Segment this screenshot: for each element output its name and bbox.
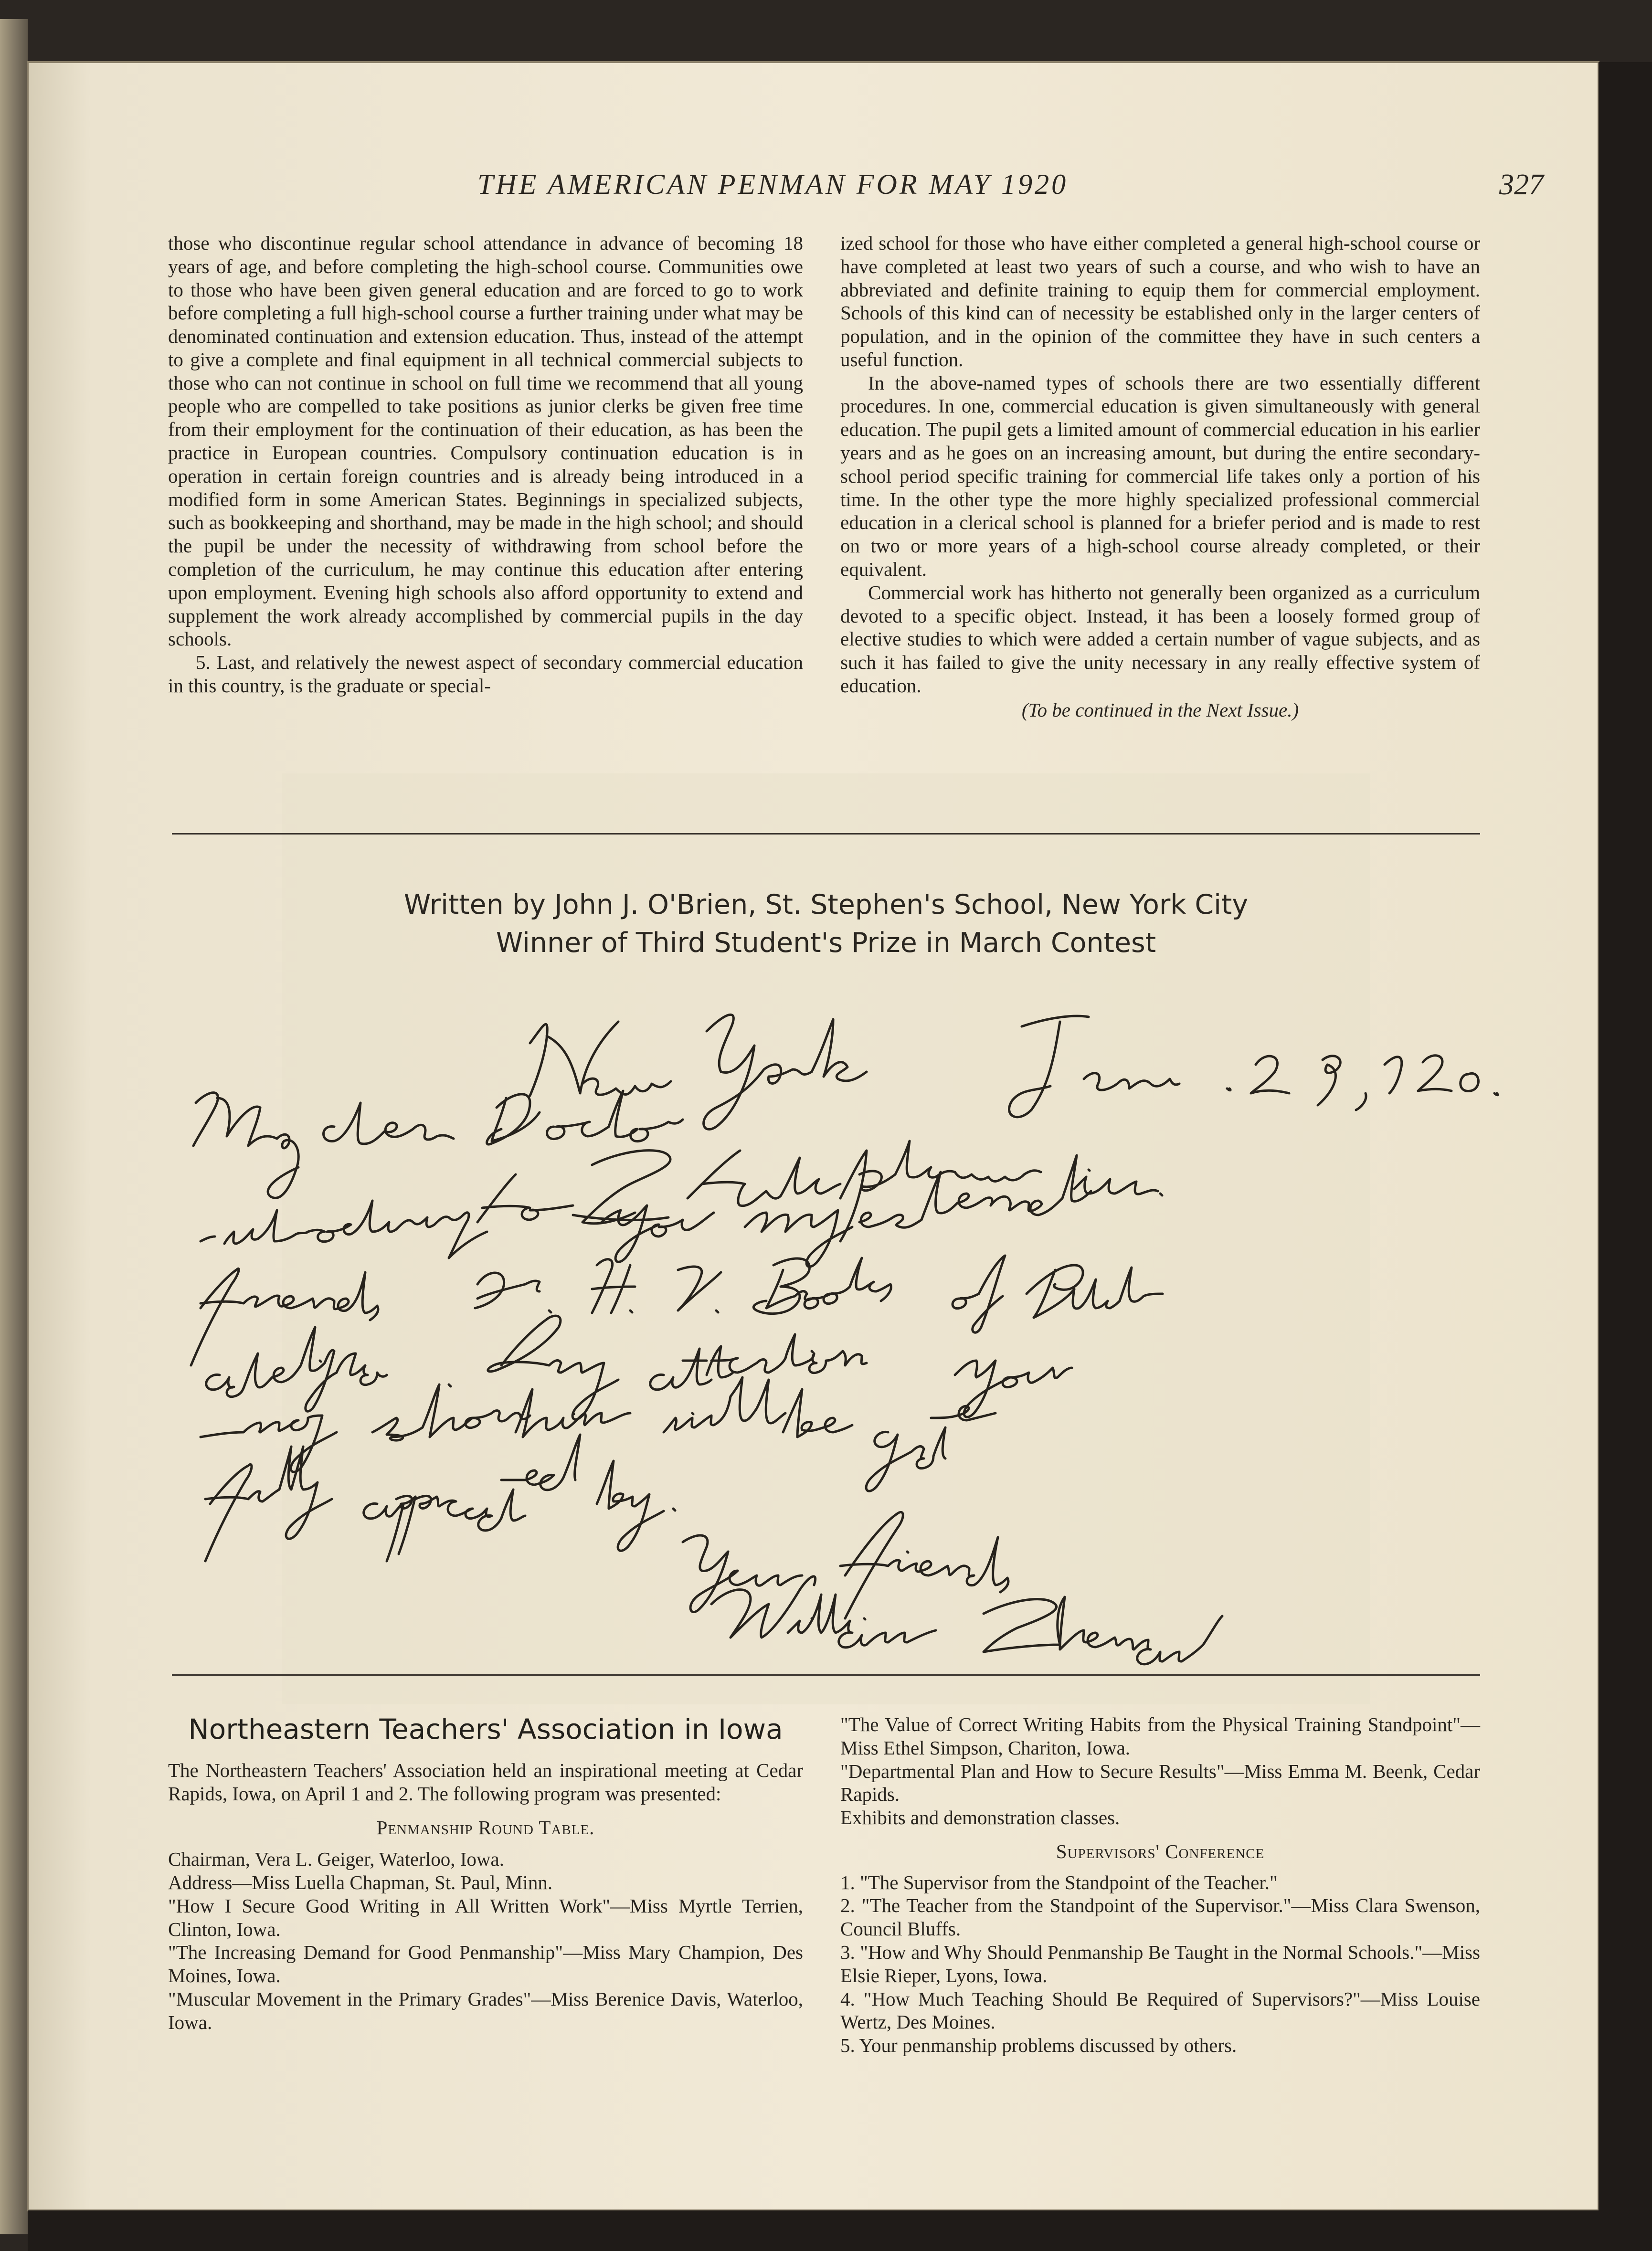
- association-column-left: [168, 1713, 803, 2034]
- program-item: Chairman, Vera L. Geiger, Waterloo, Iowa.: [168, 1848, 504, 1871]
- conference-item: 4. "How Much Teaching Should Be Required of Supervisors?"—Miss Louise Wertz, Des Moines.: [840, 1987, 1480, 2033]
- page-header: [0, 168, 1652, 216]
- association-intro: The Northeastern Teachers' Association held an inspirational meeting at Cedar Rapids, Iowa, on April 1 and 2. The following program was presented:: [168, 1759, 803, 1805]
- article-paragraph: 5. Last, and relatively the newest aspect of secondary commercial education in this country, is the graduate or special-: [168, 651, 803, 697]
- specimen-credit-line-2: Winner of Third Student's Prize in March Contest: [496, 927, 1156, 959]
- conference-heading: Supervisors' Conference: [1056, 1840, 1265, 1862]
- program-item: "The Value of Correct Writing Habits from the Physical Training Standpoint"—Miss Ethel Simpson, Chariton, Iowa.: [840, 1713, 1480, 1759]
- association-column-right: [840, 1713, 1480, 2057]
- specimen-credit-line-1: Written by John J. O'Brien, St. Stephen's School, New York City: [403, 889, 1249, 920]
- section-divider-rule: [172, 833, 1480, 835]
- running-title: THE AMERICAN PENMAN FOR MAY 1920: [477, 169, 1069, 200]
- conference-item: 3. "How and Why Should Penmanship Be Taught in the Normal Schools."—Miss Elsie Rieper, Lyons, Iowa.: [840, 1941, 1480, 1987]
- article-paragraph: Commercial work has hitherto not generally been organized as a curriculum devoted to a specific object. Instead, it has been a loosely formed group of elective studies to which were added a certain number of vague subjects, and as such it has failed to give the unity necessary in any really effective system of education.: [840, 581, 1480, 697]
- handwritten-letter-specimen: [0, 988, 1652, 1671]
- article-paragraph: ized school for those who have either completed a general high-school course or have completed at least two years of such a course, and who wish to have an abbreviated and definite training to equip them for commercial employment. Schools of this kind can of necessity be established only in the larger centers of population, and in the opinion of the committee they have in such centers a useful function.: [840, 232, 1480, 370]
- program-item: "The Increasing Demand for Good Penmanship"—Miss Mary Champion, Des Moines, Iowa.: [168, 1941, 803, 1987]
- article-right-column: [840, 232, 1480, 721]
- program-item: "How I Secure Good Writing in All Written Work"—Miss Myrtle Terrien, Clinton, Iowa.: [168, 1894, 803, 1940]
- program-item: Address—Miss Luella Chapman, St. Paul, Minn.: [168, 1871, 553, 1894]
- association-title: Northeastern Teachers' Association in Iowa: [188, 1713, 783, 1745]
- program-item: "Departmental Plan and How to Secure Results"—Miss Emma M. Beenk, Cedar Rapids.: [840, 1760, 1480, 1806]
- conference-item: 5. Your penmanship problems discussed by others.: [840, 2034, 1237, 2057]
- article-paragraph: those who discontinue regular school attendance in advance of becoming 18 years of age, and before completing the high-school course. Communities owe to those who have been given general education and are forced to go to work before completing a full high-school course a further training under what may be denominated continuation and extension education. Thus, instead of the attempt to give a complete and final equipment in all technical commercial subjects to those who can not continue in school on full time we recommend that all young people who are compelled to take positions as junior clerks be given free time from their employment for the continuation of their education, as has been the practice in European countries. Compulsory continuation education is in operation in certain foreign countries and is already being introduced in a modified form in some American States. Beginnings in specialized subjects, such as bookkeeping and shorthand, may be made in the high school; and should the pupil be under the necessity of withdrawing from school before the completion of the curriculum, he may continue this education after entering upon employment. Evening high schools also afford opportunity to extend and supplement the work already accomplished by commercial pupils in the day schools.: [168, 232, 803, 650]
- page-number: 327: [1499, 169, 1544, 201]
- conference-item: 2. "The Teacher from the Standpoint of the Supervisor."—Miss Clara Swenson, Council Bluffs.: [840, 1894, 1480, 1940]
- article-paragraph: In the above-named types of schools there are two essentially different procedures. In one, commercial education is given simultaneously with general education. The pupil gets a limited amount of commercial education in his earlier years and as he goes on an increasing amount, but during the entire secondary-school period specific training for commercial life takes only a portion of his time. In the other type the more highly specialized professional commercial education in a clerical school is planned for a briefer period and is made to rest on two or more years of a high-school course already completed, or their equivalent.: [840, 371, 1480, 580]
- program-item: Exhibits and demonstration classes.: [840, 1807, 1120, 1829]
- conference-item: 1. "The Supervisor from the Standpoint of the Teacher.": [840, 1871, 1278, 1893]
- round-table-heading: Penmanship Round Table.: [376, 1816, 595, 1839]
- section-divider-rule: [172, 1674, 1480, 1676]
- article-left-column: [168, 232, 803, 697]
- program-item: "Muscular Movement in the Primary Grades"—Miss Berenice Davis, Waterloo, Iowa.: [168, 1988, 803, 2033]
- continued-notice: (To be continued in the Next Issue.): [1021, 698, 1299, 721]
